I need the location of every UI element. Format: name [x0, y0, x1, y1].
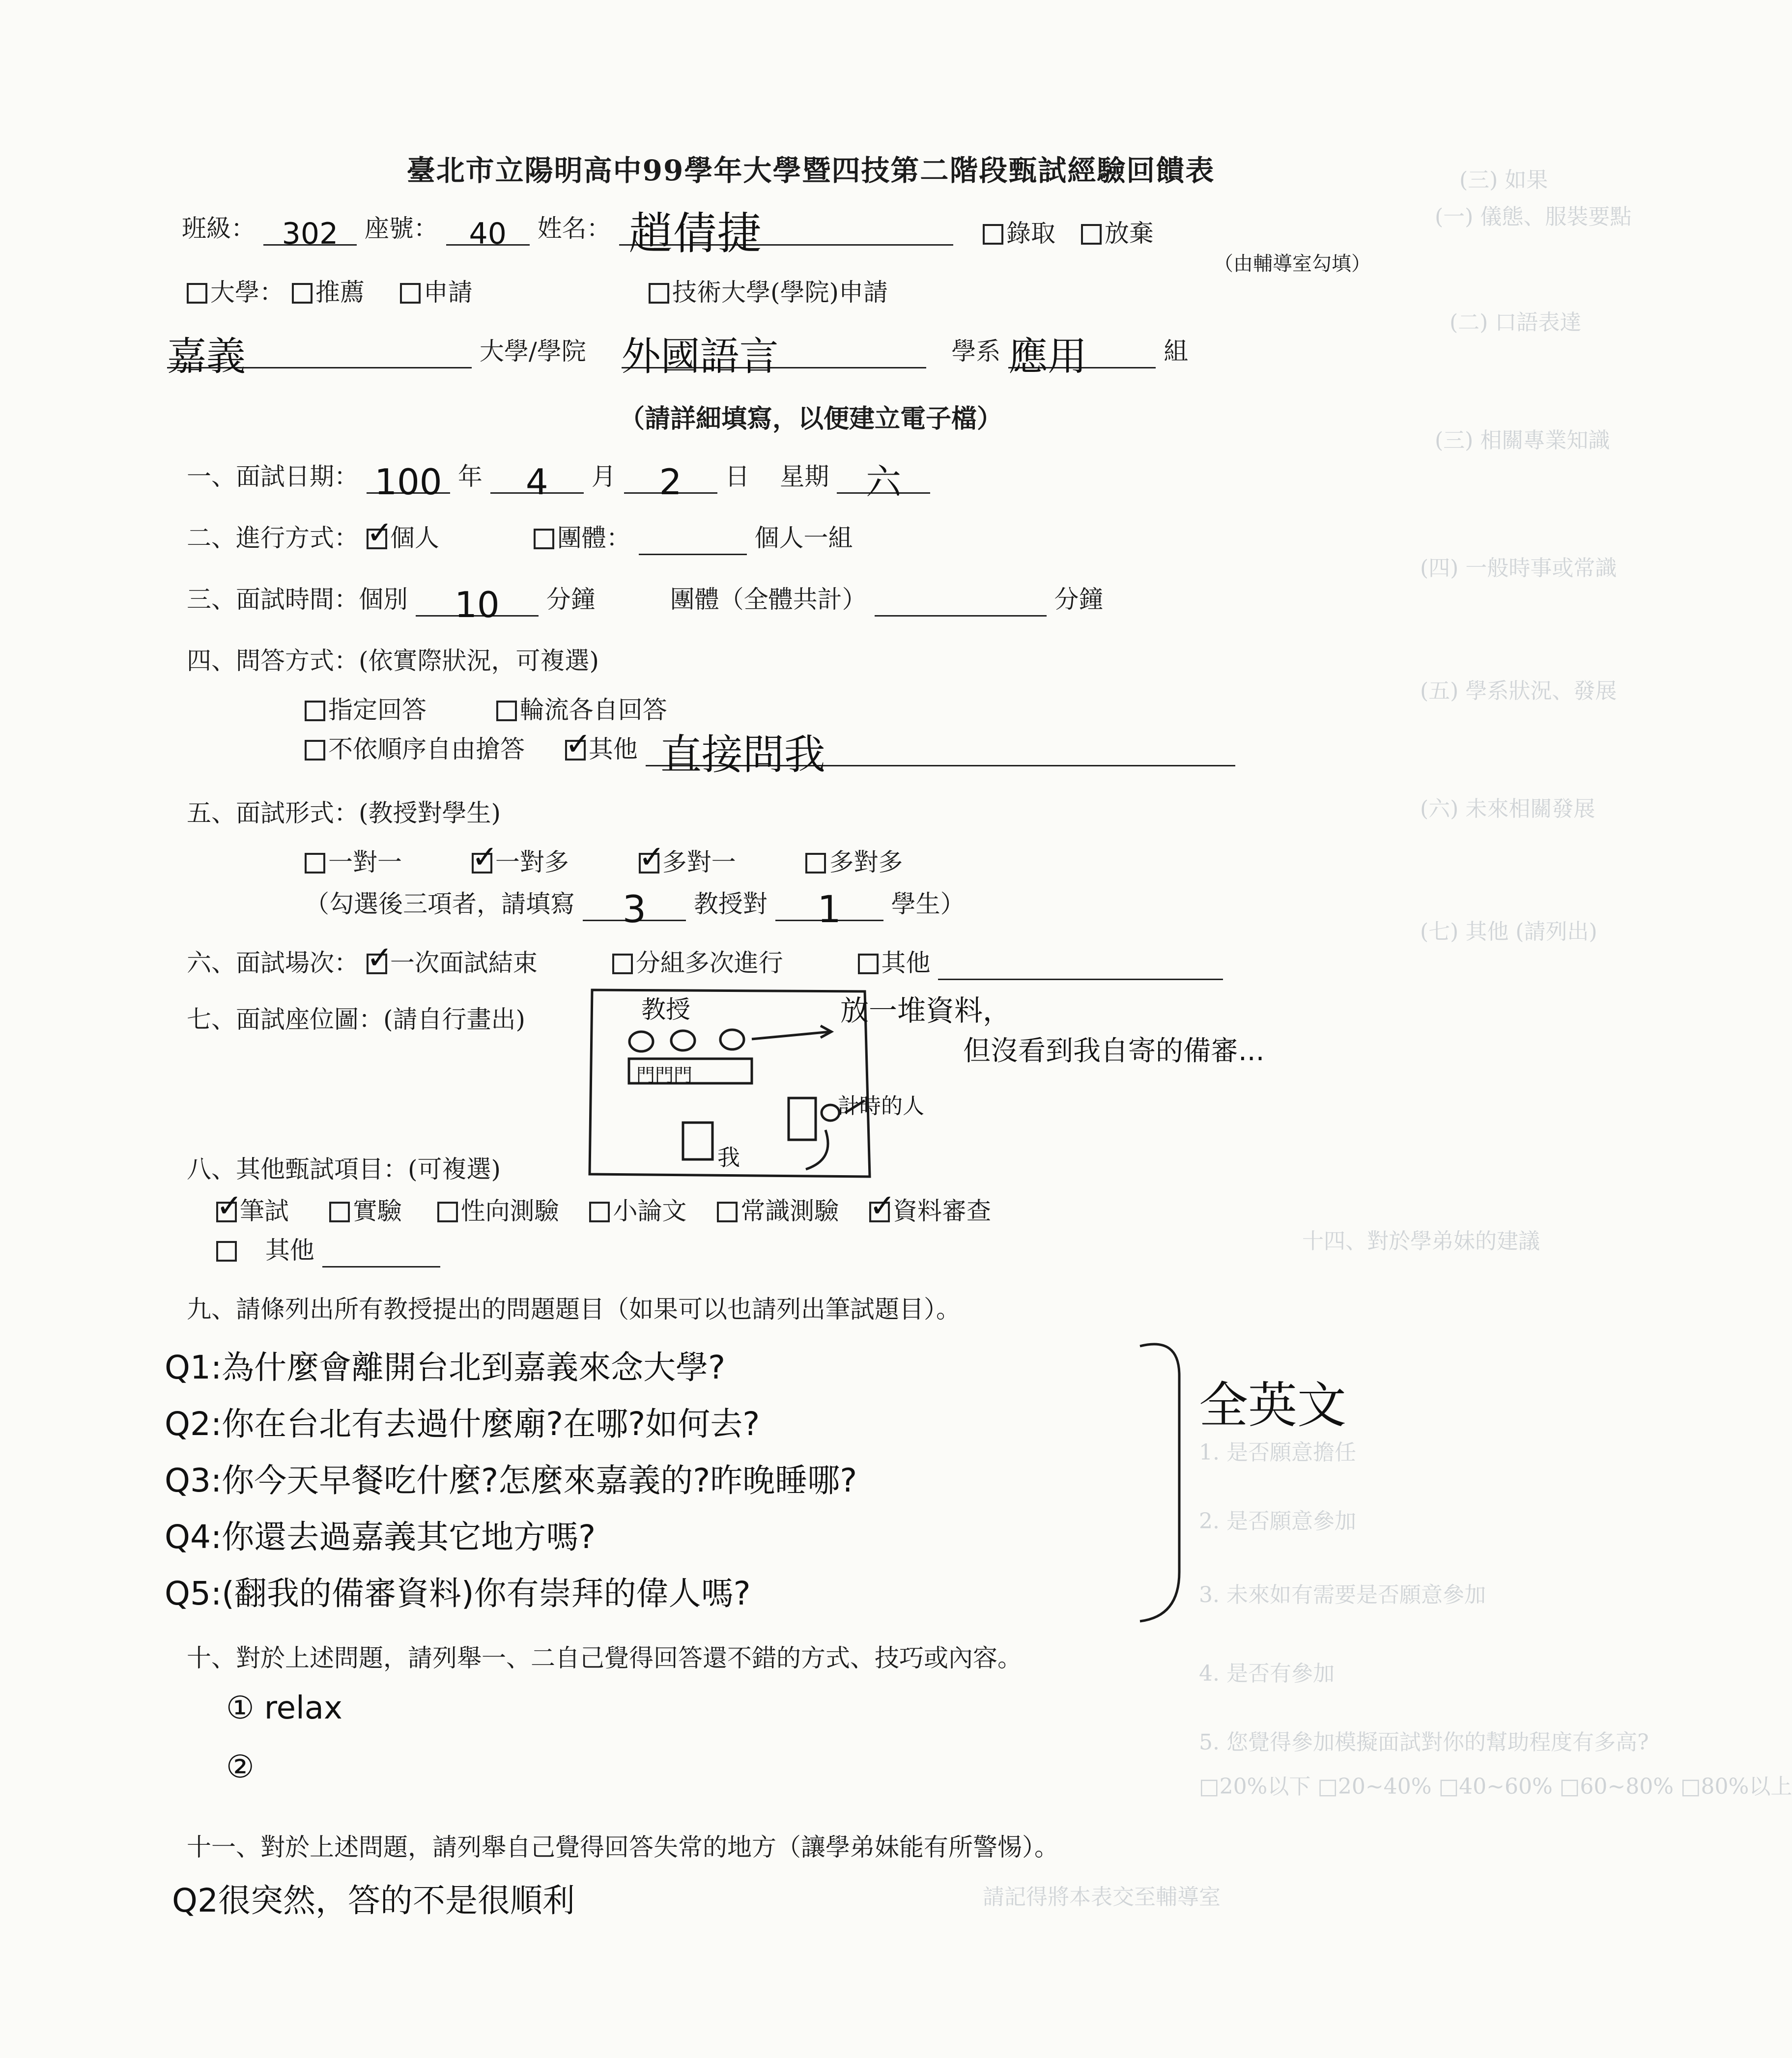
class-value: 302 [282, 217, 339, 251]
month-value: 4 [525, 461, 548, 503]
other-item-label: 其他 [265, 1236, 314, 1265]
question-2: Q2:你在台北有去過什麼廟?在哪?如何去? [165, 1405, 760, 1443]
group-suffix-label: 個人一組 [754, 524, 853, 552]
recommend-label: 推薦 [315, 278, 365, 307]
class-label: 班級： [182, 214, 256, 243]
month-label: 月 [591, 462, 616, 491]
good-answer-2: ② [226, 1749, 255, 1785]
dept-value: 外國語言 [621, 334, 779, 379]
bleed-through-text: 1. 是否願意擔任 [1199, 1440, 1356, 1465]
written-test-label: 筆試 [240, 1197, 289, 1225]
fill-note: （請詳細填寫，以便建立電子檔） [619, 404, 1002, 434]
bleed-through-text: 4. 是否有參加 [1199, 1661, 1335, 1686]
tech-apply-label: 技術大學(學院)申請 [672, 278, 888, 307]
q3-label: 三、面試時間：個別 [187, 585, 408, 614]
school-name-value: 嘉義 [167, 334, 246, 379]
q1-label: 一、面試日期： [187, 462, 359, 491]
professor-count-value: 3 [622, 887, 647, 931]
bleed-through-text: (二) 口語表達 [1450, 310, 1582, 335]
bleed-through-text: (一) 儀態、服裝要點 [1435, 204, 1632, 229]
question-4: Q4:你還去過嘉義其它地方嗎? [165, 1518, 596, 1556]
univ-label: 大學/學院 [479, 337, 586, 366]
one-to-one-label: 一對一 [328, 848, 402, 876]
essay-label: 小論文 [613, 1197, 687, 1225]
poor-answer: Q2很突然，答的不是很順利 [172, 1882, 575, 1919]
year-value: 100 [374, 461, 442, 503]
all-english-note: 全英文 [1199, 1377, 1346, 1434]
seat-label: 座號： [364, 214, 438, 243]
bleed-through-text: 2. 是否願意參加 [1199, 1509, 1356, 1534]
year-label: 年 [457, 462, 483, 491]
bleed-through-text: (三) 如果 [1459, 168, 1548, 193]
week-label: 星期 [780, 462, 829, 491]
name-value: 趙倩捷 [628, 208, 762, 259]
apply-label: 申請 [423, 278, 473, 307]
sketch-timer-label: 計時的人 [838, 1094, 924, 1119]
bleed-through-text: 十四、對於學弟妹的建議 [1302, 1229, 1540, 1254]
group-label: 組 [1164, 337, 1189, 366]
university-label: 大學： [210, 278, 284, 307]
question-5: Q5:(翻我的備審資料)你有崇拜的偉人嗎? [165, 1575, 751, 1612]
student-label: 學生） [891, 890, 965, 918]
group-label: 團體： [557, 524, 631, 552]
dept-label: 學系 [951, 337, 1001, 366]
format-title: 五、面試形式：(教授對學生) [187, 799, 501, 827]
free-answer-label: 不依順序自由搶答 [328, 735, 525, 763]
bleed-through-text: (六) 未來相關發展 [1420, 796, 1595, 821]
week-value: 六 [866, 461, 902, 503]
seating-note-line-1: 放一堆資料， [840, 994, 1012, 1027]
questions-title: 九、請條列出所有教授提出的問題題目（如果可以也請列出筆試題目）。 [187, 1295, 961, 1324]
bleed-through-text: □20%以下 □20~40% □40~60% □60~80% □80%以上 [1199, 1774, 1792, 1799]
document-review-label: 資料審查 [893, 1197, 992, 1225]
bleed-through-text: 請記得將本表交至輔導室 [983, 1885, 1221, 1910]
format-fill-prefix: （勾選後三項者，請填寫 [305, 890, 575, 918]
qa-other-value: 直接問我 [660, 731, 825, 779]
group-total-label: 團體（全體共計） [670, 585, 867, 614]
name-label: 姓名： [537, 214, 611, 243]
other-items-title: 八、其他甄試項目：(可複選) [187, 1155, 501, 1184]
experiment-label: 實驗 [352, 1197, 402, 1225]
aptitude-test-label: 性向測驗 [460, 1197, 559, 1225]
bleed-through-text: (三) 相關專業知識 [1435, 428, 1610, 453]
qa-mode-title: 四、問答方式：(依實際狀況，可複選) [187, 647, 599, 675]
many-to-many-label: 多對多 [829, 848, 903, 876]
bleed-through-text: (七) 其他 (請列出) [1420, 919, 1597, 944]
q6-label: 六、面試場次： [187, 949, 359, 977]
session-other-label: 其他 [881, 949, 931, 977]
day-label: 日 [725, 462, 750, 491]
group-value: 應用 [1008, 334, 1087, 379]
good-answer-1: ① relax [226, 1690, 342, 1726]
seat-value: 40 [469, 217, 507, 251]
bleed-through-text: 5. 您覺得參加模擬面試對你的幫助程度有多高? [1199, 1730, 1649, 1755]
sketch-me-label: 我 [717, 1144, 740, 1171]
general-knowledge-label: 常識測驗 [740, 1197, 839, 1225]
bleed-through-text: 3. 未來如有需要是否願意參加 [1199, 1582, 1486, 1607]
one-to-many-label: 一對多 [495, 848, 569, 876]
seating-title: 七、面試座位圖：(請自行畫出) [187, 1005, 526, 1034]
q2-label: 二、進行方式： [187, 524, 359, 552]
sketch-desk-label: 門門門 [636, 1065, 693, 1086]
student-count-value: 1 [817, 887, 841, 931]
individual-label: 個人 [390, 524, 439, 552]
day-value: 2 [659, 461, 682, 503]
forfeit-label: 放棄 [1104, 219, 1154, 248]
question-3: Q3:你今天早餐吃什麼?怎麼來嘉義的?昨晚睡哪? [165, 1462, 857, 1499]
assigned-answer-label: 指定回答 [328, 696, 427, 724]
question-1: Q1:為什麼會離開台北到嘉義來念大學? [165, 1349, 726, 1386]
many-to-one-label: 多對一 [662, 848, 736, 876]
single-session-label: 一次面試結束 [390, 949, 538, 977]
sketch-professor-label: 教授 [641, 995, 690, 1024]
professor-label: 教授對 [693, 890, 768, 918]
admit-label: 錄取 [1006, 219, 1055, 248]
take-turns-label: 輪流各自回答 [519, 696, 667, 724]
individual-minutes-value: 10 [455, 584, 500, 625]
form-title: 臺北市立陽明高中99學年大學暨四技第二階段甄試經驗回饋表 [406, 154, 1215, 187]
office-note: （由輔導室勾填） [1214, 253, 1371, 275]
seating-note-line-2: 但沒看到我自寄的備審... [963, 1035, 1265, 1067]
multi-session-label: 分組多次進行 [635, 949, 783, 977]
good-answers-title: 十、對於上述問題，請列舉一、二自己覺得回答還不錯的方式、技巧或內容。 [187, 1644, 1022, 1672]
qa-other-label: 其他 [588, 735, 638, 763]
minutes-label: 分鐘 [546, 585, 596, 614]
bleed-through-text: (四) 一般時事或常識 [1420, 556, 1617, 581]
bleed-through-text: (五) 學系狀況、發展 [1420, 678, 1617, 704]
group-minutes-label: 分鐘 [1054, 585, 1104, 614]
poor-answers-title: 十一、對於上述問題，請列舉自己覺得回答失常的地方（讓學弟妹能有所警惕）。 [187, 1833, 1059, 1861]
